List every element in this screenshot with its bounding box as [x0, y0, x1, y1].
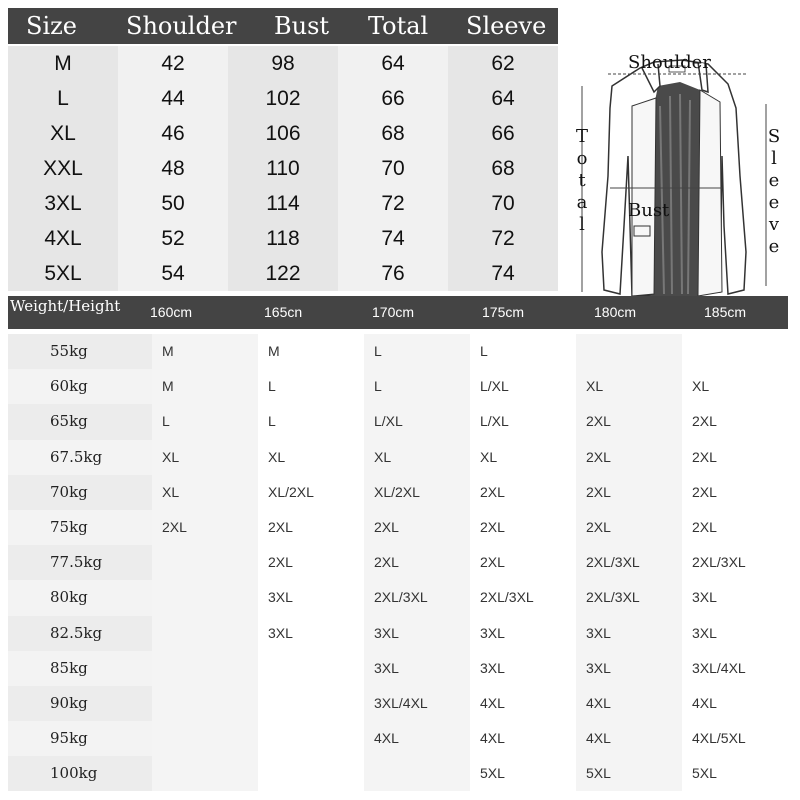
weight-row — [8, 756, 788, 791]
measurement-cell: 114 — [228, 186, 338, 221]
header-total: Total — [368, 12, 429, 40]
size-row — [8, 221, 558, 256]
recommended-size-cell: XL/2XL — [258, 475, 364, 510]
weight-row — [8, 616, 788, 651]
recommended-size-cell: 4XL — [682, 686, 788, 721]
weight-row — [8, 510, 788, 545]
recommended-size-cell: 2XL — [364, 545, 470, 580]
measurement-cell: 68 — [338, 116, 448, 151]
recommended-size-cell: L — [258, 369, 364, 404]
recommended-size-cell: 3XL — [470, 651, 576, 686]
recommended-size-cell: 2XL/3XL — [576, 580, 682, 615]
size-cell: M — [8, 46, 118, 81]
weight-cell: 70kg — [8, 475, 152, 510]
weight-cell: 77.5kg — [8, 545, 152, 580]
measurement-cell: 62 — [448, 46, 558, 81]
measurement-cell: 68 — [448, 151, 558, 186]
recommended-size-cell: M — [152, 369, 258, 404]
recommended-size-cell: 4XL — [576, 721, 682, 756]
recommended-size-cell: 4XL/5XL — [682, 721, 788, 756]
weight-height-header — [8, 296, 788, 329]
measurement-cell: 106 — [228, 116, 338, 151]
recommended-size-cell: 3XL — [258, 580, 364, 615]
measurement-cell: 72 — [448, 221, 558, 256]
recommended-size-cell: 3XL — [576, 651, 682, 686]
recommended-size-cell: M — [258, 334, 364, 369]
measurement-cell: 48 — [118, 151, 228, 186]
recommended-size-cell: L — [470, 334, 576, 369]
size-row — [8, 151, 558, 186]
weight-row — [8, 686, 788, 721]
recommended-size-cell: 2XL — [470, 475, 576, 510]
recommended-size-cell: XL — [364, 440, 470, 475]
bust-label: Bust — [628, 200, 670, 221]
measurement-cell: 70 — [448, 186, 558, 221]
recommended-size-cell — [152, 686, 258, 721]
sleeve-label — [768, 126, 780, 257]
svg-text:v: v — [768, 214, 780, 235]
recommended-size-cell: 2XL — [258, 510, 364, 545]
measurement-cell: 46 — [118, 116, 228, 151]
recommended-size-cell: L/XL — [364, 404, 470, 439]
measurement-cell: 44 — [118, 81, 228, 116]
weight-row — [8, 440, 788, 475]
recommended-size-cell: XL — [576, 369, 682, 404]
measurement-cell: 122 — [228, 256, 338, 291]
measurement-cell: 102 — [228, 81, 338, 116]
recommended-size-cell: L — [364, 369, 470, 404]
weight-cell: 60kg — [8, 369, 152, 404]
recommended-size-cell: XL — [152, 440, 258, 475]
measurement-cell: 66 — [448, 116, 558, 151]
measurement-cell: 74 — [338, 221, 448, 256]
recommended-size-cell: 3XL — [576, 616, 682, 651]
recommended-size-cell: 2XL/3XL — [682, 545, 788, 580]
recommended-size-cell — [258, 721, 364, 756]
measurement-cell: 42 — [118, 46, 228, 81]
recommended-size-cell: 2XL — [682, 510, 788, 545]
svg-text:l: l — [771, 148, 777, 169]
recommended-size-cell — [576, 334, 682, 369]
recommended-size-cell: 2XL — [576, 440, 682, 475]
recommended-size-cell: 4XL — [470, 721, 576, 756]
shoulder-label: Shoulder — [628, 52, 711, 73]
weight-height-label: Weight/Height — [10, 297, 121, 315]
svg-text:t: t — [578, 170, 586, 191]
recommended-size-cell: 2XL — [576, 404, 682, 439]
recommended-size-cell — [152, 756, 258, 791]
recommended-size-cell: 2XL — [152, 510, 258, 545]
size-cell: 3XL — [8, 186, 118, 221]
measurement-cell: 64 — [448, 81, 558, 116]
recommended-size-cell: 2XL — [682, 440, 788, 475]
recommended-size-cell: 5XL — [682, 756, 788, 791]
svg-text:a: a — [576, 192, 588, 213]
measurement-cell: 72 — [338, 186, 448, 221]
recommended-size-cell: 2XL — [576, 510, 682, 545]
jacket-diagram — [560, 46, 788, 298]
measurement-cell: 118 — [228, 221, 338, 256]
measurement-cell: 98 — [228, 46, 338, 81]
size-row — [8, 81, 558, 116]
recommended-size-cell — [152, 651, 258, 686]
recommended-size-cell: 3XL — [470, 616, 576, 651]
svg-text:l: l — [579, 214, 585, 235]
weight-cell: 55kg — [8, 334, 152, 369]
measurement-cell: 110 — [228, 151, 338, 186]
weight-height-table — [8, 334, 788, 791]
weight-cell: 90kg — [8, 686, 152, 721]
measurement-cell: 76 — [338, 256, 448, 291]
height-170: 170cm — [372, 304, 415, 320]
header-size: Size — [26, 12, 77, 40]
size-cell: XXL — [8, 151, 118, 186]
recommended-size-cell: 2XL/3XL — [364, 580, 470, 615]
header-bust: Bust — [274, 12, 330, 40]
weight-row — [8, 334, 788, 369]
recommended-size-cell: L — [258, 404, 364, 439]
recommended-size-cell: 2XL — [258, 545, 364, 580]
recommended-size-cell: 3XL/4XL — [682, 651, 788, 686]
size-table-body — [8, 46, 558, 293]
height-165: 165cn — [264, 304, 303, 320]
recommended-size-cell — [152, 580, 258, 615]
recommended-size-cell — [258, 756, 364, 791]
recommended-size-cell — [682, 334, 788, 369]
recommended-size-cell — [364, 756, 470, 791]
recommended-size-cell: L/XL — [470, 369, 576, 404]
measurement-cell: 66 — [338, 81, 448, 116]
recommended-size-cell — [152, 545, 258, 580]
measurement-cell: 54 — [118, 256, 228, 291]
svg-text:e: e — [768, 192, 780, 213]
svg-text:o: o — [576, 148, 588, 169]
size-cell: XL — [8, 116, 118, 151]
weight-row — [8, 404, 788, 439]
recommended-size-cell: XL — [470, 440, 576, 475]
size-table-header — [8, 8, 558, 44]
height-185: 185cm — [704, 304, 747, 320]
header-shoulder: Shoulder — [126, 12, 237, 40]
measurement-cell: 52 — [118, 221, 228, 256]
recommended-size-cell — [258, 686, 364, 721]
measurement-cell: 74 — [448, 256, 558, 291]
svg-text:e: e — [768, 170, 780, 191]
height-180: 180cm — [594, 304, 637, 320]
size-cell: L — [8, 81, 118, 116]
weight-row — [8, 475, 788, 510]
recommended-size-cell: 4XL — [364, 721, 470, 756]
weight-row — [8, 369, 788, 404]
recommended-size-cell: XL — [682, 369, 788, 404]
recommended-size-cell: XL/2XL — [364, 475, 470, 510]
recommended-size-cell: L — [152, 404, 258, 439]
size-cell: 4XL — [8, 221, 118, 256]
recommended-size-cell: XL — [152, 475, 258, 510]
weight-cell: 82.5kg — [8, 616, 152, 651]
recommended-size-cell: 2XL — [576, 475, 682, 510]
weight-cell: 95kg — [8, 721, 152, 756]
recommended-size-cell: 3XL — [682, 616, 788, 651]
height-175: 175cm — [482, 304, 525, 320]
recommended-size-cell: 2XL/3XL — [470, 580, 576, 615]
recommended-size-cell: 3XL — [364, 616, 470, 651]
recommended-size-cell: M — [152, 334, 258, 369]
weight-cell: 80kg — [8, 580, 152, 615]
size-cell: 5XL — [8, 256, 118, 291]
measurement-cell: 64 — [338, 46, 448, 81]
size-row — [8, 186, 558, 221]
recommended-size-cell: 5XL — [576, 756, 682, 791]
weight-cell: 85kg — [8, 651, 152, 686]
weight-cell: 100kg — [8, 756, 152, 791]
svg-text:S: S — [767, 126, 781, 147]
weight-row — [8, 721, 788, 756]
size-row — [8, 256, 558, 291]
recommended-size-cell — [152, 616, 258, 651]
recommended-size-cell — [152, 721, 258, 756]
height-160: 160cm — [150, 304, 193, 320]
recommended-size-cell: 3XL — [682, 580, 788, 615]
recommended-size-cell: 3XL — [364, 651, 470, 686]
recommended-size-cell: L/XL — [470, 404, 576, 439]
recommended-size-cell: L — [364, 334, 470, 369]
weight-cell: 75kg — [8, 510, 152, 545]
recommended-size-cell: 3XL/4XL — [364, 686, 470, 721]
weight-row — [8, 651, 788, 686]
size-chart — [8, 8, 788, 293]
measurement-cell: 70 — [338, 151, 448, 186]
measurement-cell: 50 — [118, 186, 228, 221]
weight-cell: 67.5kg — [8, 440, 152, 475]
weight-row — [8, 580, 788, 615]
recommended-size-cell — [258, 651, 364, 686]
recommended-size-cell: 2XL — [470, 545, 576, 580]
svg-text:T: T — [575, 126, 589, 147]
header-sleeve: Sleeve — [466, 12, 547, 40]
recommended-size-cell: 5XL — [470, 756, 576, 791]
weight-cell: 65kg — [8, 404, 152, 439]
recommended-size-cell: XL — [258, 440, 364, 475]
recommended-size-cell: 2XL — [682, 475, 788, 510]
weight-row — [8, 545, 788, 580]
size-row — [8, 46, 558, 81]
recommended-size-cell: 4XL — [576, 686, 682, 721]
recommended-size-cell: 2XL — [682, 404, 788, 439]
recommended-size-cell: 4XL — [470, 686, 576, 721]
recommended-size-cell: 3XL — [258, 616, 364, 651]
recommended-size-cell: 2XL — [470, 510, 576, 545]
recommended-size-cell: 2XL/3XL — [576, 545, 682, 580]
recommended-size-cell: 2XL — [364, 510, 470, 545]
size-row — [8, 116, 558, 151]
svg-text:e: e — [768, 236, 780, 257]
